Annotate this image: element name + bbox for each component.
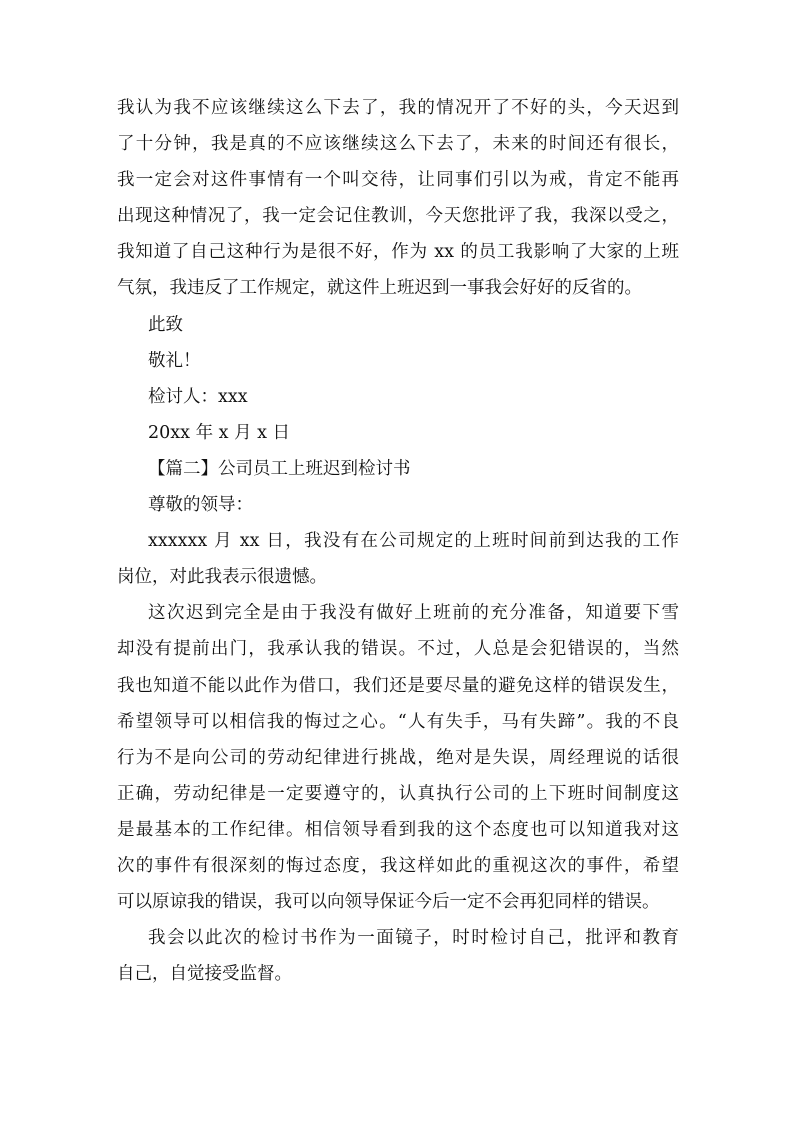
- paragraph-commitment: [117, 920, 679, 992]
- closing-regards: 敬礼！: [148, 350, 201, 371]
- text-line: xxxxxx 月 xx 日，我没有在公司规定的上班时间前到达我的工作: [148, 531, 679, 552]
- text-line: 可以原谅我的错误，我可以向领导保证今后一定不会再犯同样的错误。: [117, 892, 660, 913]
- closing-salutation: 此致: [148, 314, 183, 335]
- text-line: 了十分钟，我是真的不应该继续这么下去了，未来的时间还有很长，: [117, 134, 679, 155]
- paragraph-incident: [117, 523, 679, 595]
- document-body: [117, 90, 679, 992]
- date: 20xx 年 x 月 x 日: [148, 422, 291, 443]
- text-line: 气氛，我违反了工作规定，就这件上班迟到一事我会好好的反省的。: [117, 278, 642, 299]
- text-line: 岗位，对此我表示很遗憾。: [117, 567, 327, 588]
- text-line: 行为不是向公司的劳动纪律进行挑战，绝对是失误，周经理说的话很: [117, 747, 679, 768]
- text-line: 我认为我不应该继续这么下去了，我的情况开了不好的头，今天迟到: [117, 98, 679, 118]
- text-line: 这次迟到完全是由于我没有做好上班前的充分准备，知道要下雪: [148, 603, 679, 624]
- text-line: 我会以此次的检讨书作为一面镜子，时时检讨自己，批评和教育: [148, 928, 679, 949]
- text-line: 我一定会对这件事情有一个叫交待，让同事们引以为戒，肯定不能再: [117, 170, 679, 191]
- signer: 检讨人：xxx: [148, 386, 248, 407]
- text-line: 希望领导可以相信我的悔过之心。“人有失手，马有失蹄”。我的不良: [117, 711, 679, 732]
- text-line: 次的事件有很深刻的悔过态度，我这样如此的重视这次的事件，希望: [117, 855, 679, 876]
- text-line: 我知道了自己这种行为是很不好，作为 xx 的员工我影响了大家的上班: [117, 242, 679, 263]
- greeting: 尊敬的领导：: [148, 495, 253, 516]
- paragraph-explanation: [117, 595, 679, 920]
- text-line: 是最基本的工作纪律。相信领导看到我的这个态度也可以知道我对这: [117, 819, 679, 840]
- text-line: 却没有提前出门，我承认我的错误。不过，人总是会犯错误的，当然: [117, 639, 679, 660]
- text-line: 自己，自觉接受监督。: [117, 964, 292, 985]
- text-line: 我也知道不能以此作为借口，我们还是要尽量的避免这样的错误发生，: [117, 675, 679, 696]
- paragraph-reflection: [117, 90, 679, 307]
- text-line: 出现这种情况了，我一定会记住教训，今天您批评了我，我深以受之，: [117, 206, 679, 227]
- section-heading: 【篇二】公司员工上班迟到检讨书: [148, 458, 411, 479]
- text-line: 正确，劳动纪律是一定要遵守的，认真执行公司的上下班时间制度这: [117, 783, 679, 804]
